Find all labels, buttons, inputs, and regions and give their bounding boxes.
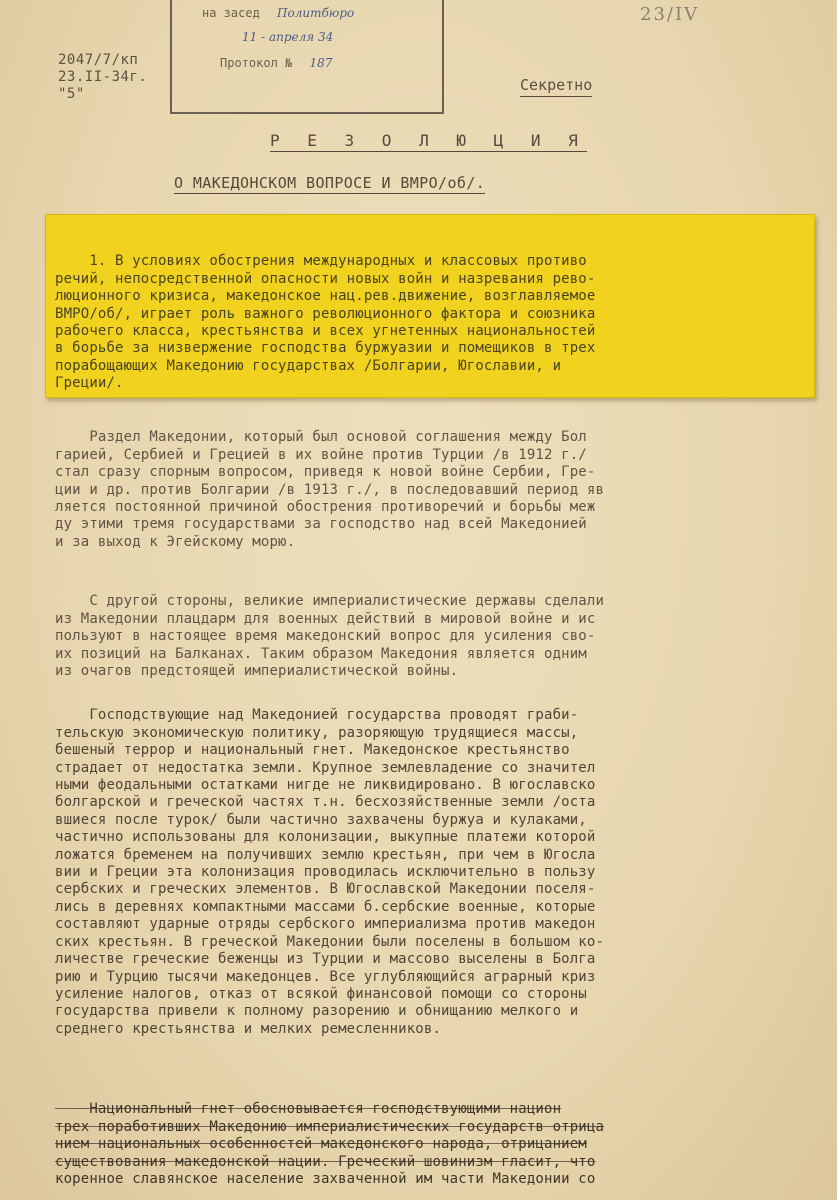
document-subtitle: О МАКЕДОНСКОМ ВОПРОСЕ И ВМРО/об/.	[174, 174, 486, 192]
text-line: ляется постоянной причиной обострения противоречий и борьбы меж	[55, 499, 596, 516]
text-line: страдает от недостатка земли. Крупное землевладение со значител	[55, 759, 596, 776]
stamp-line-2	[232, 30, 333, 44]
text-line: порабощающих Македонию государствах /Болгарии, Югославии, и	[55, 357, 562, 374]
text-line: вии и Греции эта колонизация проводилась исключительно в пользу	[55, 864, 596, 881]
text-line: Раздел Македонии, который был основой соглашения между Бол	[55, 429, 587, 446]
paragraph-3	[55, 576, 807, 680]
paragraph-5	[55, 1084, 807, 1188]
stamp-label: Протокол №	[220, 56, 293, 70]
text-line: ложатся бременем на получивших землю крестьян, при чем в Югосла	[55, 846, 596, 863]
text-line: болгарской и греческой частях т.н. бесхозяйственные земли /оста	[55, 794, 596, 811]
text-line: усиление налогов, отказ от всякой финансовой помощи со стороны	[55, 985, 587, 1002]
stamp-line-3	[220, 56, 332, 70]
text-line: Греции/.	[55, 375, 124, 392]
paragraph-4	[55, 690, 807, 1038]
paragraph-1	[55, 236, 807, 393]
text-line: их позиций на Балканах. Таким образом Македония является одним	[55, 645, 587, 662]
text-line: Господствующие над Македонией государства проводят граби-	[55, 707, 579, 724]
text-line: гарией, Сербией и Грецией в их войне против Турции /в 1912 г./	[55, 446, 587, 463]
text-line: рабочего класса, крестьянства и всех угнетенных национальностей	[55, 323, 596, 340]
text-line: тельскую экономическую политику, разоряющую трудящиеся массы,	[55, 724, 579, 741]
text-line: Национальный гнет обосновывается господствующими национ	[55, 1101, 562, 1118]
text-line: из Македонии плацдарм для военных действий в мировой войне и ис	[55, 610, 596, 627]
reference-number-block	[58, 52, 147, 103]
stamp-handwriting: Политбюро	[277, 6, 355, 20]
text-line: из очагов предстоящей империалистической войны.	[55, 663, 459, 680]
stamp-handwriting: 11 - апреля 34	[242, 30, 334, 44]
reference-line: 2047/7/кп	[58, 52, 139, 68]
text-line: пользуют в настоящее время македонский вопрос для усиления сво-	[55, 628, 596, 645]
classification-label: Секретно	[520, 76, 592, 97]
text-line: лись в деревнях компактными массами б.сербские военные, которые	[55, 898, 596, 915]
text-line: трех поработивших Македонию империалистических государств отрица	[55, 1118, 605, 1135]
meeting-stamp	[170, 0, 444, 114]
text-line: личестве греческие беженцы из Турции и массово выселены в Болга	[55, 951, 596, 968]
stamp-handwriting: 187	[309, 56, 333, 70]
text-line: ду этими тремя государствами за господство над всей Македонией	[55, 516, 587, 533]
text-line: 1. В условиях обострения международных и классовых противо	[55, 253, 587, 270]
text-line: нием национальных особенностей македонского народа, отрицанием	[55, 1136, 587, 1153]
stamp-line-1	[202, 6, 354, 20]
stamp-label: на засед	[202, 6, 260, 20]
text-line: ции и др. против Болгарии /в 1913 г./, в последовавший период яв	[55, 481, 605, 498]
text-line: бешеный террор и национальный гнет. Македонское крестьянство	[55, 742, 570, 759]
document-title: Р Е З О Л Ю Ц И Я	[270, 131, 587, 150]
text-line: речий, непосредственной опасности новых войн и назревания рево-	[55, 270, 596, 287]
text-line: С другой стороны, великие империалистические державы сделали	[55, 593, 605, 610]
text-line: и за выход к Эгейскому морю.	[55, 533, 296, 550]
text-line: существования македонской нации. Греческий шовинизм гласит, что	[55, 1153, 596, 1170]
text-line: составляют ударные отряды сербского империализма против македон	[55, 916, 596, 933]
corner-mark: 23/IV	[640, 4, 700, 25]
text-line: среднего крестьянства и мелких ремесленников.	[55, 1020, 442, 1037]
text-line: в борьбе за низвержение господства буржуазии и помещиков в трех	[55, 340, 596, 357]
text-line: стал сразу спорным вопросом, приведя к новой войне Сербии, Гре-	[55, 464, 596, 481]
text-line: люционного кризиса, македонское нац.рев.движение, возглавляемое	[55, 288, 596, 305]
text-line: рию и Турцию тысячи македонцев. Все углубляющийся аграрный криз	[55, 968, 596, 985]
text-line: частично использованы для колонизации, выкупные платежи которой	[55, 829, 596, 846]
text-line: ВМРО/об/, играет роль важного революционного фактора и союзника	[55, 305, 596, 322]
text-line: вшиеся после турок/ были частично захвачены буржуа и кулаками,	[55, 811, 587, 828]
paragraph-2	[55, 412, 807, 551]
text-line: коренное славянское население захваченной им части Македонии со	[55, 1171, 596, 1188]
text-line: государства привели к полному разорению и обнищанию мелкого и	[55, 1003, 579, 1020]
text-line: сербских и греческих элементов. В Югославской Македонии поселя-	[55, 881, 596, 898]
text-line: ными феодальными остатками нигде не ликвидировано. В югославско	[55, 777, 596, 794]
reference-line: "5"	[58, 86, 85, 102]
reference-line: 23.II-34г.	[58, 69, 148, 85]
text-line: ских крестьян. В греческой Македонии были поселены в большом ко-	[55, 933, 605, 950]
